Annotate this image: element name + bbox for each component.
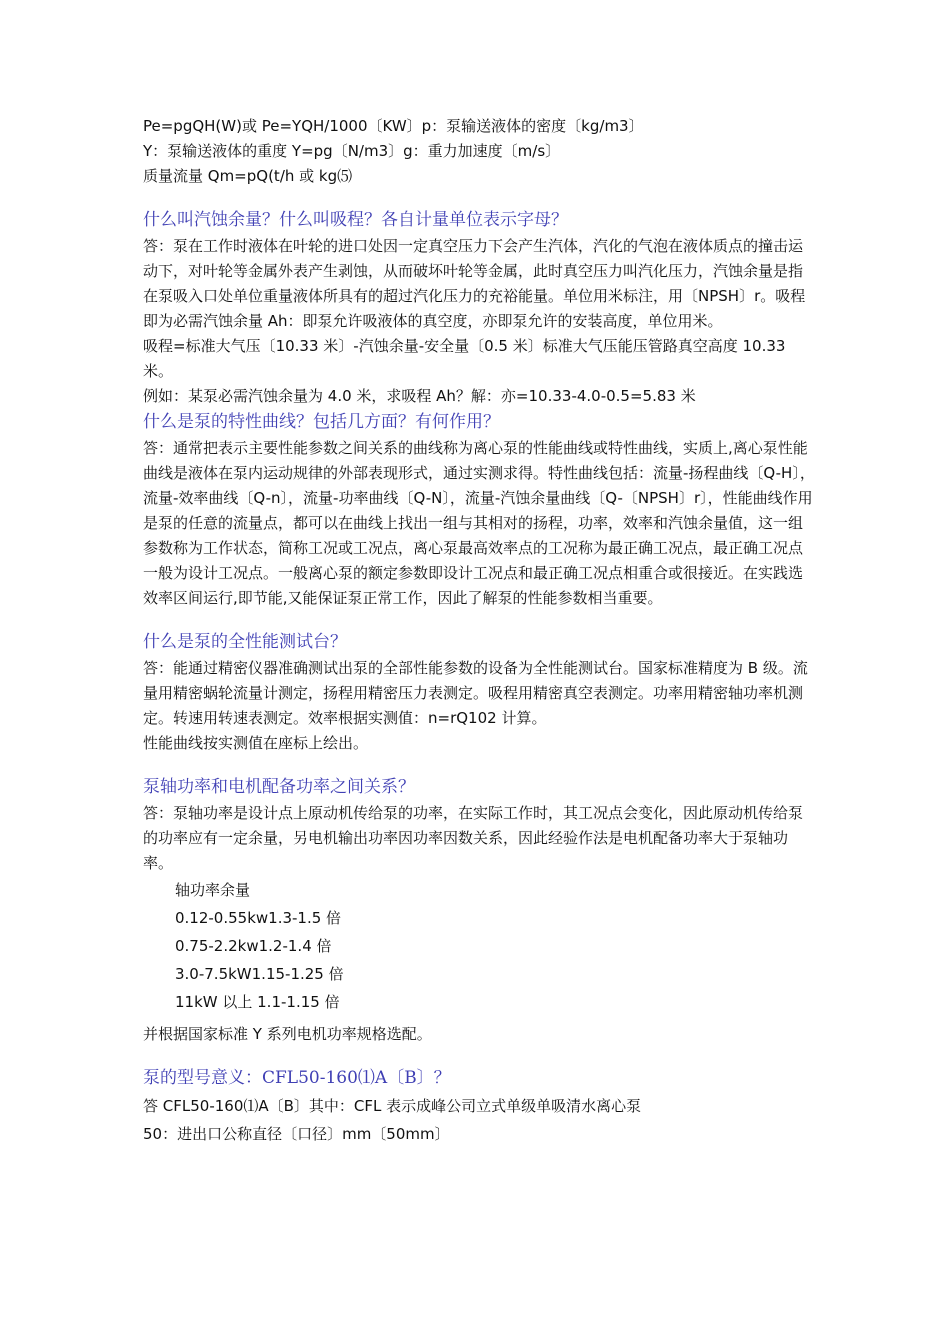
section-paragraph: 吸程=标准大气压〔10.33 米〕-汽蚀余量-安全量〔0.5 米〕标准大气压能压管路真空高度 10.33 米。 xyxy=(143,337,786,380)
section-paragraph: 例如：某泵必需汽蚀余量为 4.0 米，求吸程 Ah？解：亦=10.33-4.0-0.5=5.83 米 xyxy=(143,387,696,405)
power-margin-list-item: 3.0-7.5kW1.15-1.25 倍 xyxy=(175,965,344,983)
section-paragraph: 答：能通过精密仪器准确测试出泵的全部性能参数的设备为全性能测试台。国家标准精度为 B 级。流量用精密蜗轮流量计测定，扬程用精密压力表测定。吸程用精密真空表测定。功率用精密轴功率机测定。转速用转速表测定。效率根据实测值：n=rQ102 计算。 xyxy=(143,659,808,727)
section-paragraph: 答：泵轴功率是设计点上原动机传给泵的功率，在实际工作时，其工况点会变化，因此原动机传给泵的功率应有一定余量，另电机输出功率因功率因数关系，因此经验作法是电机配备功率大于泵轴功率。 xyxy=(143,804,804,872)
power-margin-list-item: 0.12-0.55kw1.3-1.5 倍 xyxy=(175,909,342,927)
power-margin-list-item: 轴功率余量 xyxy=(175,881,251,899)
power-margin-list-item: 11kW 以上 1.1-1.15 倍 xyxy=(175,993,340,1011)
section-heading-npsh: 什么叫汽蚀余量？什么叫吸程？各自计量单位表示字母？ xyxy=(143,210,568,230)
section-paragraph: 性能曲线按实测值在座标上绘出。 xyxy=(143,734,369,752)
power-margin-list-item: 0.75-2.2kw1.2-1.4 倍 xyxy=(175,937,332,955)
intro-line: Pe=pgQH(W)或 Pe=YQH/1000〔KW〕p：泵输送液体的密度〔kg/m3〕 xyxy=(143,117,644,135)
section-paragraph: 50：进出口公称直径〔口径〕mm〔50mm〕 xyxy=(143,1125,450,1143)
section-paragraph: 答 CFL50-160⑴A〔B〕其中：CFL 表示成峰公司立式单级单吸清水离心泵 xyxy=(143,1097,642,1115)
intro-line: Y：泵输送液体的重度 Y=pg〔N/m3〕g：重力加速度〔m/s〕 xyxy=(143,142,561,160)
section-heading-shaft-power: 泵轴功率和电机配备功率之间关系？ xyxy=(143,777,415,797)
section-paragraph: 答：泵在工作时液体在叶轮的进口处因一定真空压力下会产生汽体，汽化的气泡在液体质点的撞击运动下，对叶轮等金属外表产生剥蚀，从而破坏叶轮等金属，此时真空压力叫汽化压力，汽蚀余量是指在泵吸入口处单位重量液体所具有的超过汽化压力的充裕能量。单位用米标注，用〔NPSH〕r。吸程即为必需汽蚀余量 Ah：即泵允许吸液体的真空度，亦即泵允许的安装高度，单位用米。 xyxy=(143,237,806,330)
section-heading-characteristic-curve: 什么是泵的特性曲线？包括几方面？有何作用？ xyxy=(143,412,500,432)
section-paragraph: 答：通常把表示主要性能参数之间关系的曲线称为离心泵的性能曲线或特性曲线，实质上,离心泵性能曲线是液体在泵内运动规律的外部表现形式，通过实测求得。特性曲线包括：流量-扬程曲线〔Q-H〕，流量-效率曲线〔Q-n〕，流量-功率曲线〔Q-N〕，流量-汽蚀余量曲线〔Q-〔NPSH〕r〕，性能曲线作用是泵的任意的流量点，都可以在曲线上找出一组与其相对的扬程，功率，效率和汽蚀余量值，这一组参数称为工作状态，简称工况或工况点，离心泵最高效率点的工况称为最正确工况点，最正确工况点一般为设计工况点。一般离心泵的额定参数即设计工况点和最正确工况点相重合或很接近。在实践选效率区间运行,即节能,又能保证泵正常工作，因此了解泵的性能参数相当重要。 xyxy=(143,439,815,607)
intro-line: 质量流量 Qm=pQ(t/h 或 kg⑸ xyxy=(143,167,353,185)
section-paragraph: 并根据国家标准 Y 系列电机功率规格选配。 xyxy=(143,1025,432,1043)
document-content xyxy=(143,114,815,1148)
section-heading-model-meaning: 泵的型号意义：CFL50-160⑴A〔B〕？ xyxy=(143,1068,451,1088)
section-heading-test-bench: 什么是泵的全性能测试台？ xyxy=(143,632,347,652)
